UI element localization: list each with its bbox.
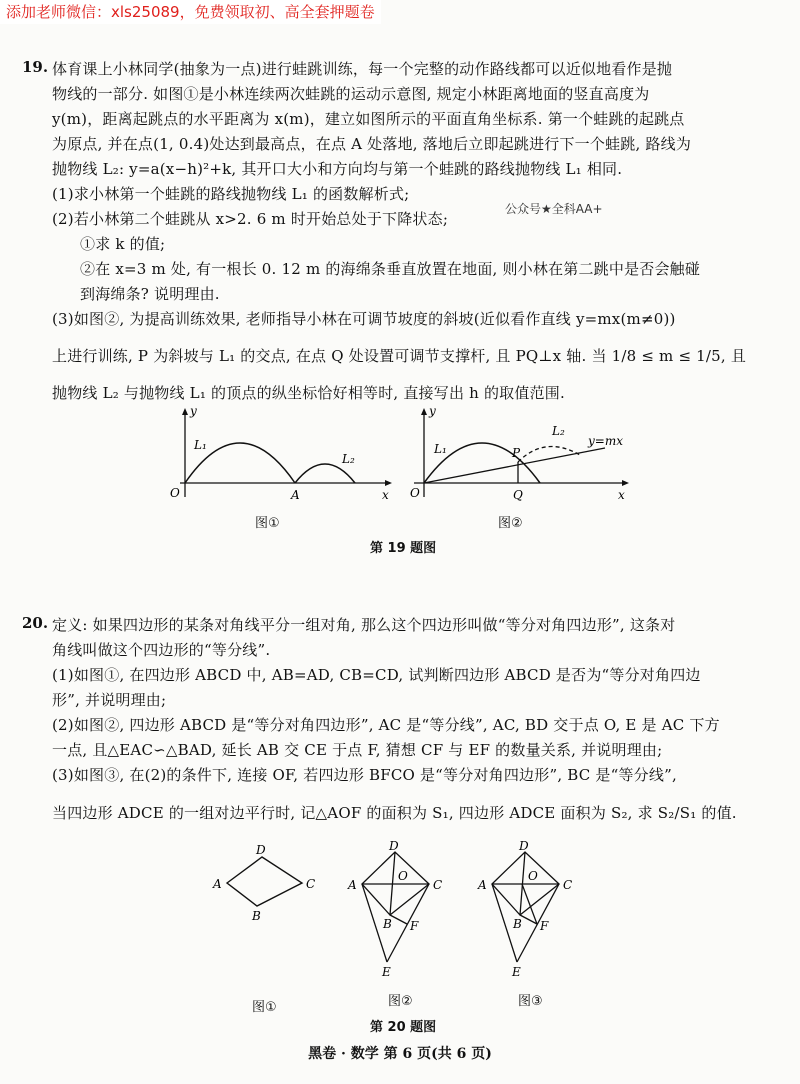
q20-figure-3 — [475, 840, 605, 980]
vertex-b: B — [383, 917, 392, 931]
q20-figure-2 — [345, 840, 475, 980]
vertex-c: C — [306, 877, 316, 891]
q19-line: (1)求小林第一个蛙跳的路线抛物线 L₁ 的函数解析式; — [52, 185, 410, 203]
x-label: x — [618, 488, 625, 502]
q19-number: 19. — [22, 58, 49, 76]
q19-line: 体育课上小林同学(抽象为一点)进行蛙跳训练，每一个完整的动作路线都可以近似地看作是抛 — [52, 60, 673, 78]
vertex-a: A — [348, 878, 357, 892]
y-axis-arrow — [421, 408, 427, 415]
parabola-l2 — [295, 464, 355, 483]
q20-fig1-caption: 图① — [252, 1000, 277, 1015]
vertex-o: O — [528, 869, 538, 883]
q19-line: ②在 x=3 m 处, 有一根长 0. 12 m 的海绵条垂直放置在地面, 则小林在第二跳中是否会触碰 — [80, 260, 701, 278]
vertex-e: E — [512, 965, 521, 979]
vertex-a: A — [213, 877, 222, 891]
vertex-b: B — [252, 909, 261, 923]
x-axis-arrow — [385, 480, 392, 486]
vertex-o: O — [398, 869, 408, 883]
q20-line: (3)如图③, 在(2)的条件下, 连接 OF, 若四边形 BFCO 是“等分对角四边形”, BC 是“等分线”, — [52, 766, 677, 784]
vertex-c: C — [563, 878, 573, 892]
q20-fig2-caption: 图② — [388, 994, 413, 1009]
x-label: x — [382, 488, 389, 502]
q19-line: ①求 k 的值; — [80, 235, 166, 253]
q19-line: 抛物线 L₂: y=a(x−h)²+k, 其开口大小和方向均与第一个蛙跳的路线抛物线 L₁ 相同. — [52, 160, 623, 178]
q20-figure-1 — [205, 840, 325, 930]
q19-line: y(m)，距离起跳点的水平距离为 x(m)，建立如图所示的平面直角坐标系. 第一个蛙跳的起跳点 — [52, 110, 685, 128]
q20-fig3-caption: 图③ — [518, 994, 543, 1009]
l2-label: L₂ — [342, 452, 355, 466]
q19-figure-caption: 第 19 题图 — [370, 541, 437, 556]
segment-ce — [517, 884, 559, 962]
q20-line: 当四边形 ADCE 的一组对边平行时, 记△AOF 的面积为 S₁, 四边形 ADCE 面积为 S₂, 求 S₂/S₁ 的值. — [52, 804, 737, 822]
vertex-d: D — [389, 840, 399, 853]
origin-label: O — [410, 486, 420, 500]
vertex-d: D — [519, 840, 529, 853]
q19-fig1-caption: 图① — [255, 516, 280, 531]
vertex-c: C — [433, 878, 443, 892]
vertex-f: F — [410, 919, 419, 933]
official-account-tag: 公众号★全科AA+ — [505, 202, 603, 216]
q20-line: (1)如图①, 在四边形 ABCD 中, AB=AD, CB=CD, 试判断四边形 ABCD 是否为“等分对角四边 — [52, 666, 701, 684]
q19-line: 抛物线 L₂ 与抛物线 L₁ 的顶点的纵坐标恰好相等时, 直接写出 h 的取值范围. — [52, 384, 565, 402]
l2-label: L₂ — [552, 424, 565, 438]
q20-line: 一点, 且△EAC∽△BAD, 延长 AB 交 CE 于点 F, 猜想 CF 与 EF 的数量关系, 并说明理由; — [52, 741, 663, 759]
x-axis-arrow — [622, 480, 629, 486]
q19-figure-2 — [410, 405, 635, 505]
q19-line: 上进行训练, P 为斜坡与 L₁ 的交点, 在点 Q 处设置可调节支撑杆, 且 PQ⊥x 轴. 当 1/8 ≤ m ≤ 1/5, 且 — [52, 347, 747, 365]
vertex-d: D — [256, 843, 266, 857]
point-a-label: A — [291, 488, 300, 502]
y-label: y — [190, 405, 197, 418]
q19-line: 到海绵条? 说明理由. — [80, 285, 220, 303]
q20-line: 形”, 并说明理由; — [52, 691, 167, 709]
q19-figure-1 — [160, 405, 395, 505]
vertex-b: B — [513, 917, 522, 931]
l1-label: L₁ — [194, 438, 207, 452]
q19-line: (2)若小林第二个蛙跳从 x>2. 6 m 时开始总处于下降状态; — [52, 210, 449, 228]
segment-bf — [390, 915, 407, 924]
q20-figure-caption: 第 20 题图 — [370, 1020, 437, 1035]
q19-line: 为原点, 并在点(1, 0.4)处达到最高点，在点 A 处落地, 落地后立即起跳进行下一个蛙跳, 路线为 — [52, 135, 692, 153]
y-label: y — [429, 405, 436, 418]
q19-line: (3)如图②, 为提高训练效果, 老师指导小林在可调节坡度的斜坡(近似看作直线 y=mx(m≠0)) — [52, 310, 676, 328]
q20-line: 定义: 如果四边形的某条对角线平分一组对角, 那么这个四边形叫做“等分对角四边形”, 这条对 — [52, 616, 676, 634]
line-label: y=mx — [588, 434, 623, 448]
watermark-banner: 添加老师微信：xls25089，免费领取初、高全套押题卷 — [0, 0, 381, 24]
vertex-a: A — [478, 878, 487, 892]
segment-ce — [387, 884, 429, 962]
q20-line: (2)如图②, 四边形 ABCD 是“等分对角四边形”, AC 是“等分线”, AC, BD 交于点 O, E 是 AC 下方 — [52, 716, 720, 734]
y-axis-arrow — [182, 408, 188, 415]
origin-label: O — [170, 486, 180, 500]
vertex-e: E — [382, 965, 391, 979]
q19-line: 物线的一部分. 如图①是小林连续两次蛙跳的运动示意图, 规定小林距离地面的竖直高度为 — [52, 85, 650, 103]
vertex-f: F — [540, 919, 549, 933]
q20-number: 20. — [22, 614, 49, 632]
l1-label: L₁ — [434, 442, 447, 456]
point-q-label: Q — [513, 488, 523, 502]
quadrilateral-abcd — [227, 857, 302, 906]
page-footer: 黑卷 · 数学 第 6 页(共 6 页) — [308, 1046, 492, 1062]
q19-fig2-caption: 图② — [498, 516, 523, 531]
q20-line: 角线叫做这个四边形的“等分线”. — [52, 641, 271, 659]
point-p-label: P — [512, 446, 521, 460]
